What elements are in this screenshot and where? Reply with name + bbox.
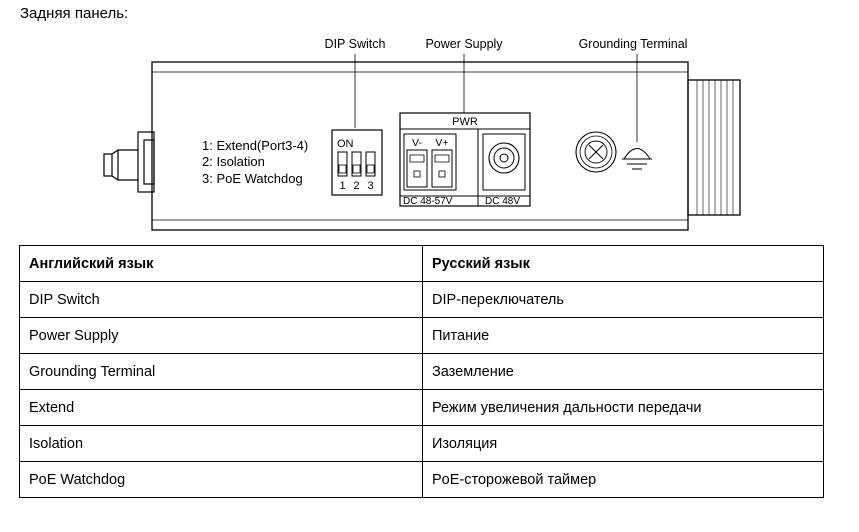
table-row <box>20 318 824 354</box>
legend-line-2: 2: Isolation <box>202 154 265 169</box>
power-supply-block <box>400 113 530 207</box>
callout-dip-switch: DIP Switch <box>324 37 386 51</box>
table-cell-russian: PoE-сторожевой таймер <box>423 462 824 498</box>
table-cell-english: Power Supply <box>20 318 423 354</box>
table-header-english: Английский язык <box>20 246 423 282</box>
table-cell-russian: Изоляция <box>423 426 824 462</box>
table-row <box>20 462 824 498</box>
table-cell-russian: DIP-переключатель <box>423 282 824 318</box>
table-cell-russian: Режим увеличения дальности передачи <box>423 390 824 426</box>
ground-icon <box>622 149 652 170</box>
legend-line-3: 3: PoE Watchdog <box>202 171 303 186</box>
dip-switch <box>332 130 382 195</box>
dip-on-label: ON <box>337 138 354 150</box>
callout-grounding-terminal: Grounding Terminal <box>578 37 688 51</box>
right-end-cap <box>688 80 740 215</box>
table-row <box>20 354 824 390</box>
terminal-label-plus: V+ <box>435 137 449 149</box>
translation-table <box>19 245 824 498</box>
pwr-label: PWR <box>452 116 478 128</box>
table-cell-english: Grounding Terminal <box>20 354 423 390</box>
terminal-label-minus: V- <box>412 137 422 149</box>
table-cell-english: PoE Watchdog <box>20 462 423 498</box>
rear-panel-diagram <box>0 0 859 245</box>
legend-line-1: 1: Extend(Port3-4) <box>202 138 309 153</box>
table-cell-english: Extend <box>20 390 423 426</box>
dip-number-2: 2 <box>353 180 360 192</box>
table-header-russian: Русский язык <box>423 246 824 282</box>
grounding-screw <box>576 132 616 172</box>
dip-number-1: 1 <box>339 180 346 192</box>
din-rail-clip <box>104 132 154 192</box>
table-cell-russian: Питание <box>423 318 824 354</box>
dc-right-label: DC 48V <box>485 196 521 207</box>
table-row <box>20 282 824 318</box>
table-row <box>20 390 824 426</box>
dip-number-3: 3 <box>367 180 374 192</box>
table-cell-russian: Заземление <box>423 354 824 390</box>
callout-power-supply: Power Supply <box>425 37 503 51</box>
page-heading: Задняя панель: <box>20 5 129 22</box>
table-cell-english: Isolation <box>20 426 423 462</box>
table-header-row <box>20 246 824 282</box>
dc-left-label: DC 48-57V <box>403 196 453 207</box>
table-row <box>20 426 824 462</box>
table-cell-english: DIP Switch <box>20 282 423 318</box>
